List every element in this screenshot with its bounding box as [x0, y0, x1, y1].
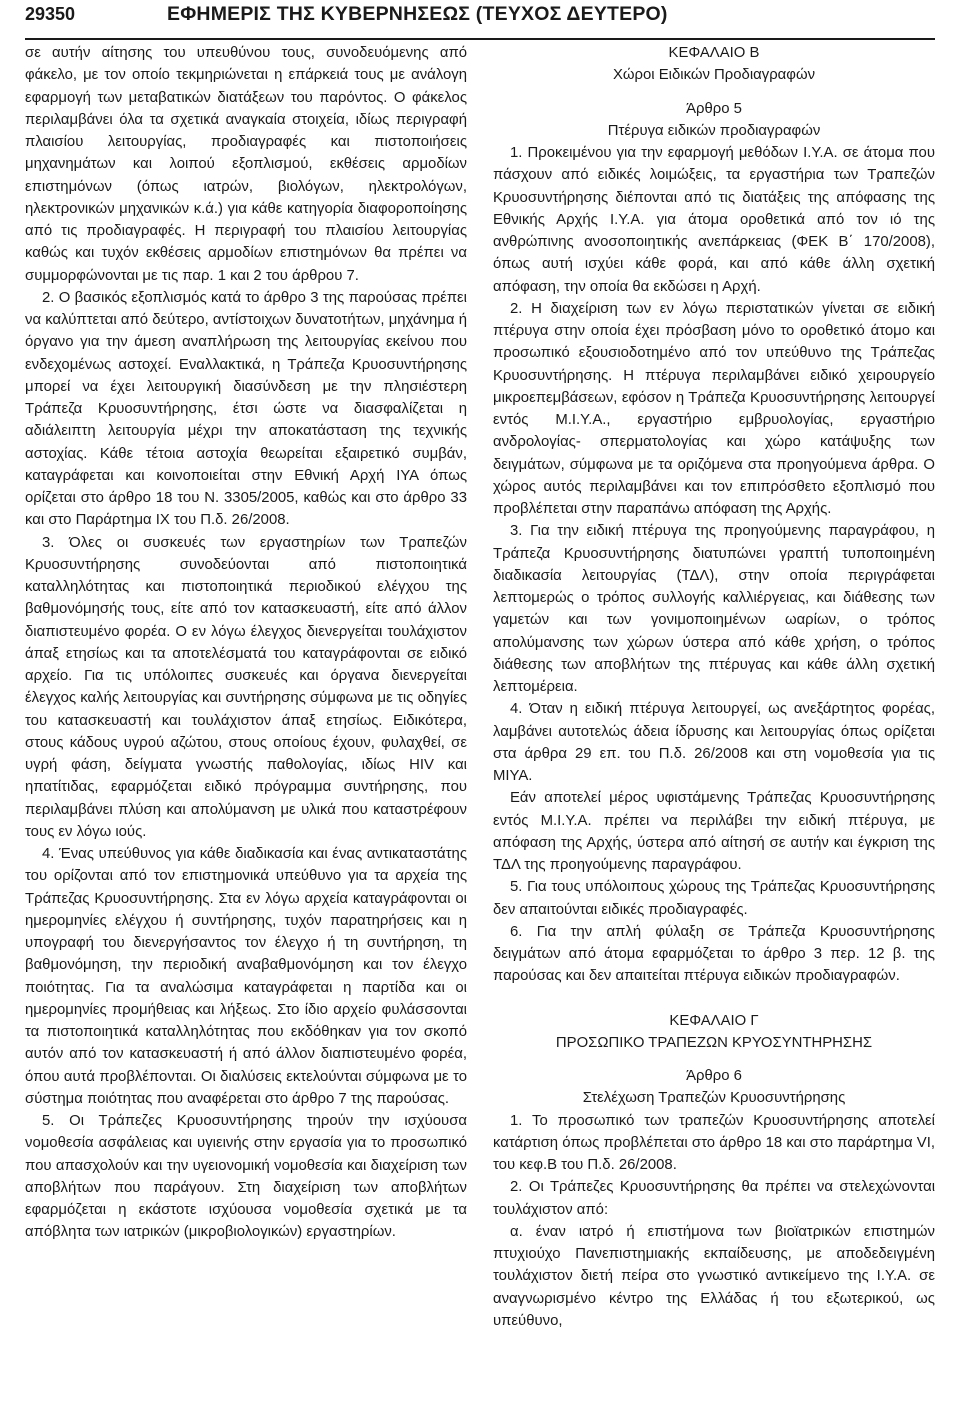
- page-number: 29350: [25, 4, 76, 24]
- paragraph: 3. Όλες οι συσκευές των εργαστηρίων των Τραπεζών Κρυοσυντήρησης συνοδεύονται από πιστοποιητικά καταλληλότητας και πιστοποιητικά περιοδικού ελέγχου της βαθμονόμησής τους, είτε από τον κατασκευαστή, είτε από άλλον διαπιστευμένο φορέα. Ο εν λόγω έλεγχος διενεργείται τουλάχιστον άπαξ ετησίως και τα αποτελέσματά του καταγράφονται σε ειδικό αρχείο. Για τις υπόλοιπες συσκευές και όργανα διενεργείται έλεγχος καλής λειτουργίας και συντήρησης σύμφωνα με τις οδηγίες του κατασκευαστή και τουλάχιστον άπαξ ετησίως. Ειδικότερα, στους κάδους υγρού αζώτου, στους οποίους έχουν, φυλαχθεί, σε υγρή φάση, δείγματα γνωστής παθολογίας, ιδίως HIV και ηπατίτιδας, εφαρμόζεται ειδικό πρόγραμμα συντήρησης, που περιλαμβάνει πλύση και απολύμανση με υλικά που καταστρέφουν τους εν λόγω ιούς.: [25, 534, 467, 840]
- paragraph: 6. Για την απλή φύλαξη σε Τράπεζα Κρυοσυντήρησης δειγμάτων από άτομα εφαρμόζεται το άρθρο 3 περ. 12 β. της παρούσας και δεν απαιτείται πτέρυγα ειδικών προδιαγραφών.: [493, 923, 935, 985]
- paragraph: 1. Το προσωπικό των τραπεζών Κρυοσυντήρησης αποτελεί κατάρτιση όπως προβλέπεται στο άρθρο 18 και στο παράρτημα VI, του κεφ.Β του Π.δ. 26/2008.: [493, 1112, 935, 1173]
- paragraph: 4. Ένας υπεύθυνος για κάθε διαδικασία και ένας αντικαταστάτης του ορίζονται από τον επιστημονικά υπεύθυνο για τα αρχεία της Τράπεζας Κρυοσυντήρησης. Στα εν λόγω αρχεία καταγράφονται οι ημερομηνίες ελέγχου ή συντήρησης, τυχόν παρατηρήσεις και η υπογραφή του διενεργήσαντος τον έλεγχο ή τη συντήρηση, τη βαθμονόμηση, την περιοδική αναβαθμονόμηση και τον έλεγχο ποιότητας. Για τα αναλώσιμα καταγράφεται η παρτίδα και οι ημερομηνίες προμήθειας και λήξεως. Στο ίδιο αρχείο φυλάσσονται τα πιστοποιητικά καταλληλότητας που εκδόθηκαν για τον σκοπό αυτόν από τον κατασκευαστή ή από άλλον διαπιστευμένο φορέα, όπου αυτά προβλέπονται. Οι διαλύσεις εκτελούνται σύμφωνα με το σύστημα ποιότητας που αναφέρεται στο άρθρο 7 της παρούσας.: [25, 846, 467, 1107]
- chapter-heading: ΚΕΦΑΛΑΙΟ Γ: [669, 1012, 759, 1029]
- paragraph: α. έναν ιατρό ή επιστήμονα των βιοϊατρικών επιστημών πτυχιούχο Πανεπιστημιακής εκπαίδευσης, με αποδεδειγμένη τουλάχιστον διετή πείρα στο γνωστικό αντικείμενο της Ι.Υ.Α. σε αναγνωρισμένο κέντρο της Ελλάδας ή του εξωτερικού, ως υπεύθυνο,: [493, 1223, 935, 1329]
- paragraph: 2. Ο βασικός εξοπλισμός κατά το άρθρο 3 της παρούσας πρέπει να καλύπτεται από δεύτερο, αντίστοιχων δυνατοτήτων, μηχάνημα ή όργανο για την άμεση αναπλήρωση της λειτουργίας εκείνου που ενδεχομένως αστοχεί. Εναλλακτικά, η Τράπεζα Κρυοσυντήρησης μπορεί να έχει λειτουργική διασύνδεση με την πλησιέστερη Τράπεζα Κρυοσυντήρησης, έτσι ώστε να διασφαλίζεται η αδιάλειπτη λειτουργία μέχρι την αποκατάσταση της τεχνικής αστοχίας. Κάθε τέτοια αστοχία θεωρείται εξαιρετικό συμβάν, καταγράφεται και κοινοποιείται στην Εθνική Αρχή ΙΥΑ όπως ορίζεται στο άρθρο 18 του Ν. 3305/2005, καθώς και στο άρθρο 33 και στο Παράρτημα ΙΧ του Π.δ. 26/2008.: [25, 289, 467, 529]
- chapter-title: Χώροι Ειδικών Προδιαγραφών: [612, 67, 816, 84]
- columns: [25, 40, 935, 1332]
- paragraph: 2. Οι Τράπεζες Κρυοσυντήρησης θα πρέπει να στελεχώνονται τουλάχιστον από:: [493, 1179, 935, 1218]
- article-heading: Άρθρο 5: [686, 100, 742, 117]
- paragraph: σε αυτήν αίτησης του υπευθύνου τους, συνοδευόμενης από φάκελο, με τον οποίο τεκμηριώνεται η επάρκειά τους με ανάλογη εφαρμογή των μεταβατικών διατάξεων του παρόντος. Ο φάκελος περιλαμβάνει όλα τα σχετικά αναγκαία στοιχεία, ιδίως περιγραφή πλαισίου λειτουργίας, προδιαγραφές και πιστοποιήσεις μηχανημάτων και λοιπού εξοπλισμού, εκθέσεις αρμοδίων επιστημόνων (όπως ιατρών, βιολόγων, ηλεκτρολόγων, ηλεκτρονικών μηχανικών κ.ά.) για κάθε κατηγορία διαφοροποίησης από τις προδιαγραφές. Η περιγραφή του πλαισίου λειτουργίας καθώς και τυχόν εκθέσεις αρμοδίων επιστημόνων θα πρέπει να συμμορφώνονται με τις παρ. 1 και 2 του άρθρου 7.: [25, 45, 467, 284]
- left-column: [25, 42, 467, 1332]
- page-header: [25, 0, 935, 40]
- journal-title: ΕΦΗΜΕΡΙΣ ΤΗΣ ΚΥΒΕΡΝΗΣΕΩΣ (ΤΕΥΧΟΣ ΔΕΥΤΕΡΟ): [167, 3, 668, 25]
- paragraph: 3. Για την ειδική πτέρυγα της προηγούμενης παραγράφου, η Τράπεζα Κρυοσυντήρησης διατυπώνει γραπτή τυποποιημένη διαδικασία λειτουργίας (ΤΔΛ), στην οποία περιγράφεται λεπτομερώς ο τρόπος συλλογής καλλιέργειας, και διάθεσης των γαμετών και των γονιμοποιημένων ωαρίων, ο τρόπος απολύμανσης των χώρων ύστερα από κάθε χρήση, ο τρόπος διάθεσης των αποβλήτων της πτέρυγας και κάθε άλλη σχετική λεπτομέρεια.: [493, 523, 935, 695]
- paragraph: 5. Οι Τράπεζες Κρυοσυντήρησης τηρούν την ισχύουσα νομοθεσία ασφάλειας και υγιεινής στην εργασία για το προσωπικό που απασχολούν και την υγειονομική νομοθεσία και διαχείριση των αποβλήτων που παράγουν. Στη διαχείριση των αποβλήτων εφαρμόζεται η εκάστοτε ισχύουσα νομοθεσία σχετικά με τα απόβλητα των ιατρικών (μικροβιολογικών) εργαστηρίων.: [25, 1113, 467, 1241]
- paragraph: 1. Προκειμένου για την εφαρμογή μεθόδων Ι.Υ.Α. σε άτομα που πάσχουν από ειδικές λοιμώξεις, τα εργαστήρια των Τραπεζών Κρυοσυντήρησης διέπονται από τις διατάξεις της απόφασης της Εθνικής Αρχής Ι.Υ.Α. για άτομα οροθετικά από τον ιό της ανθρώπινης ανοσοποιητικής ανεπάρκειας (ΦΕΚ Β΄ 170/2008), όπως αυτή ισχύει κάθε φορά, και από κάθε άλλη σχετική απόφαση, την οποία θα εκδώσει η Αρχή.: [493, 145, 935, 295]
- paragraph: 5. Για τους υπόλοιπους χώρους της Τράπεζας Κρυοσυντήρησης δεν απαιτούνται ειδικές προδιαγραφές.: [493, 879, 935, 918]
- paragraph: 4. Όταν η ειδική πτέρυγα λειτουργεί, ως ανεξάρτητος φορέας, λαμβάνει αυτοτελώς άδεια ίδρυσης και λειτουργίας όπως ορίζεται στα άρθρα 29 επ. του Π.δ. 26/2008 και στη νομοθεσία για τις ΜΙΥΑ.: [493, 701, 935, 784]
- chapter-title: ΠΡΟΣΩΠΙΚΟ ΤΡΑΠΕΖΩΝ ΚΡΥΟΣΥΝΤΗΡΗΣΗΣ: [555, 1034, 873, 1051]
- article-title: Πτέρυγα ειδικών προδιαγραφών: [607, 122, 821, 139]
- paragraph: Εάν αποτελεί μέρος υφιστάμενης Τράπεζας Κρυοσυντήρησης εντός Μ.Ι.Υ.Α. πρέπει να περιλάβει την ειδική πτέρυγα, με απόφαση της Αρχής, ύστερα από αίτησή σε αυτήν και έγκριση της ΤΔΛ της προηγούμενης παραγράφου.: [493, 790, 935, 873]
- article-title: Στελέχωση Τραπεζών Κρυοσυντήρησης: [582, 1090, 846, 1107]
- right-column: [493, 42, 935, 1332]
- chapter-heading: ΚΕΦΑΛΑΙΟ Β: [668, 45, 760, 61]
- article-heading: Άρθρο 6: [686, 1068, 742, 1084]
- paragraph: 2. Η διαχείριση των εν λόγω περιστατικών γίνεται σε ειδική πτέρυγα στην οποία έχει πρόσβαση μόνο το οροθετικό άτομο και προσωπικό εξουσιοδοτημένο από τον υπεύθυνο της Τράπεζας Κρυοσυντήρησης. Η πτέρυγα περιλαμβάνει ειδικό χειρουργείο μικροεπεμβάσεων, εφόσον η Τράπεζα Κρυοσυντήρησης λειτουργεί εντός Μ.Ι.Υ.Α., εργαστήριο εμβρυολογίας, εργαστήριο ανδρολογίας- σπερματολογίας και χώρο κατάψυξης των δειγμάτων, σύμφωνα με τα οριζόμενα στα προηγούμενα άρθρα. Ο χώρος αυτός περιλαμβάνει και τον επιπρόσθετο εξοπλισμό που προβλέπεται στην παραπάνω απόφαση της Αρχής.: [493, 300, 935, 517]
